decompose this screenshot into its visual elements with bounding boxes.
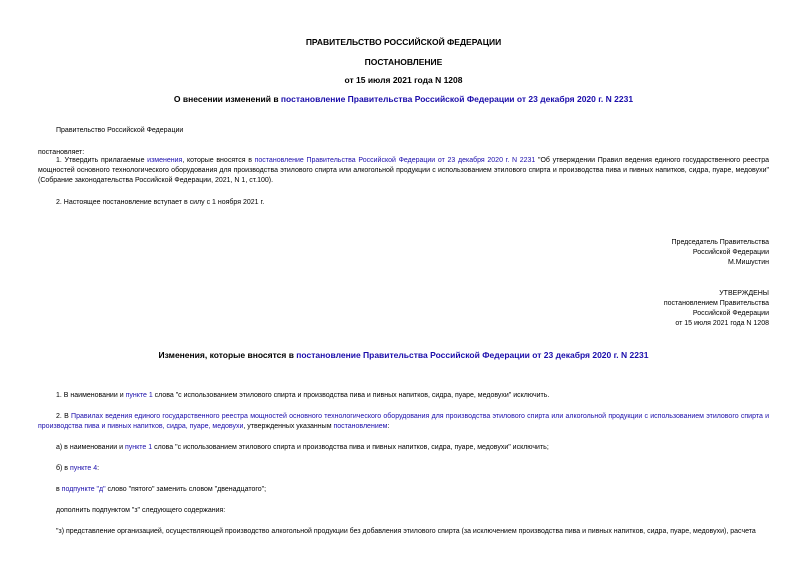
p1-text-b: , которые вносятся в: [182, 157, 255, 164]
changes-title: [0, 350, 807, 360]
change-item-1: [38, 391, 769, 401]
subitem-b-text-b: :: [97, 465, 100, 472]
change-subitem-add: дополнить подпунктом "з" следующего содержания:: [56, 507, 226, 514]
p1-text-a: 1. Утвердить прилагаемые: [56, 157, 148, 164]
signature-block: [672, 238, 769, 268]
subitem-v-text-a: в: [56, 486, 62, 493]
subitem-v-link[interactable]: подпункте "д": [61, 486, 106, 493]
rules-link[interactable]: Правилах ведения единого государственного реестра мощностей основного технологического оборудования для производства этилового спирта или алкогольной продукции с использованием этилового спирта и производства пива и пивных напитков, сидра, пуаре, медовухи: [38, 413, 770, 430]
p1-text-c: "Об утверждении Правил ведения единого государственного реестра мощностей основного технологического оборудования для производства этилового спирта или алкогольной продукции с использованием этилового спирта и производства пива и пивных напитков, сидра, пуаре, медовухи" (Собрание законодательства Российской Федерации, 2021, N 1, ст.100).: [38, 157, 769, 184]
changes-title-prefix: Изменения, которые вносятся в: [158, 350, 297, 360]
change-subitem-a: [38, 443, 769, 453]
subitem-a-text-b: слова "с использованием этилового спирта и производства пива и пивных напитков, сидра, пуаре, медовухи" исключить;: [152, 444, 549, 451]
resolution-link[interactable]: постановление Правительства Российской Федерации от 23 декабря 2020 г. N 2231: [254, 157, 536, 164]
item2-text-b: , утвержденных указанным: [243, 423, 334, 430]
title-prefix: О внесении изменений в: [173, 94, 281, 104]
approved-line-1: УТВЕРЖДЕНЫ: [719, 290, 769, 297]
item2-text-a: 2. В: [56, 413, 72, 420]
item1-text-b: слова "с использованием этилового спирта и производства пива и пивных напитков, сидра, пуаре, медовухи" исключить.: [152, 392, 550, 399]
government-heading: ПРАВИТЕЛЬСТВО РОССИЙСКОЙ ФЕДЕРАЦИИ: [305, 37, 502, 47]
document-date-number: от 15 июля 2021 года N 1208: [344, 75, 463, 85]
change-item-2: [38, 412, 769, 432]
subitem-b-link[interactable]: пункте 4: [69, 465, 98, 472]
approved-line-4: от 15 июля 2021 года N 1208: [675, 320, 769, 327]
signature-line-1: Председатель Правительства: [671, 239, 769, 246]
approved-line-3: Российской Федерации: [692, 310, 769, 317]
title-link[interactable]: постановление Правительства Российской Федерации от 23 декабря 2020 г. N 2231: [280, 94, 634, 104]
change-subitem-z: "з) представление организацией, осуществляющей производство алкогольной продукции без добавления этилового спирта (за исключением производства пива и пивных напитков, сидра, пуаре, медовухи), расчета: [56, 528, 756, 535]
signature-line-3: М.Мишустин: [727, 259, 769, 266]
resolution-ref-link[interactable]: постановлением: [333, 423, 388, 430]
approved-block: [664, 289, 769, 329]
change-subitem-b: [38, 464, 769, 474]
document-type: ПОСТАНОВЛЕНИЕ: [364, 57, 443, 67]
changes-title-link[interactable]: постановление Правительства Российской Федерации от 23 декабря 2020 г. N 2231: [296, 350, 649, 360]
changes-link[interactable]: изменения: [147, 157, 183, 164]
subitem-a-text-a: а) в наименовании и: [56, 444, 125, 451]
change-subitem-v: [38, 485, 769, 495]
government-line: Правительство Российской Федерации: [56, 127, 184, 134]
item1-text-a: 1. В наименовании и: [56, 392, 126, 399]
subitem-b-text-a: б) в: [56, 465, 70, 472]
approved-line-2: постановлением Правительства: [663, 300, 769, 307]
item1-link[interactable]: пункте 1: [125, 392, 153, 399]
paragraph-2: 2. Настоящее постановление вступает в силу с 1 ноября 2021 г.: [56, 199, 265, 206]
paragraph-1: [38, 156, 769, 186]
item2-text-c: :: [387, 423, 390, 430]
document-title: [0, 94, 807, 104]
decides-line: постановляет:: [38, 149, 85, 156]
subitem-a-link[interactable]: пункте 1: [125, 444, 153, 451]
subitem-v-text-b: слово "пятого" заменить словом "двенадцатого";: [105, 486, 267, 493]
signature-line-2: Российской Федерации: [692, 249, 769, 256]
